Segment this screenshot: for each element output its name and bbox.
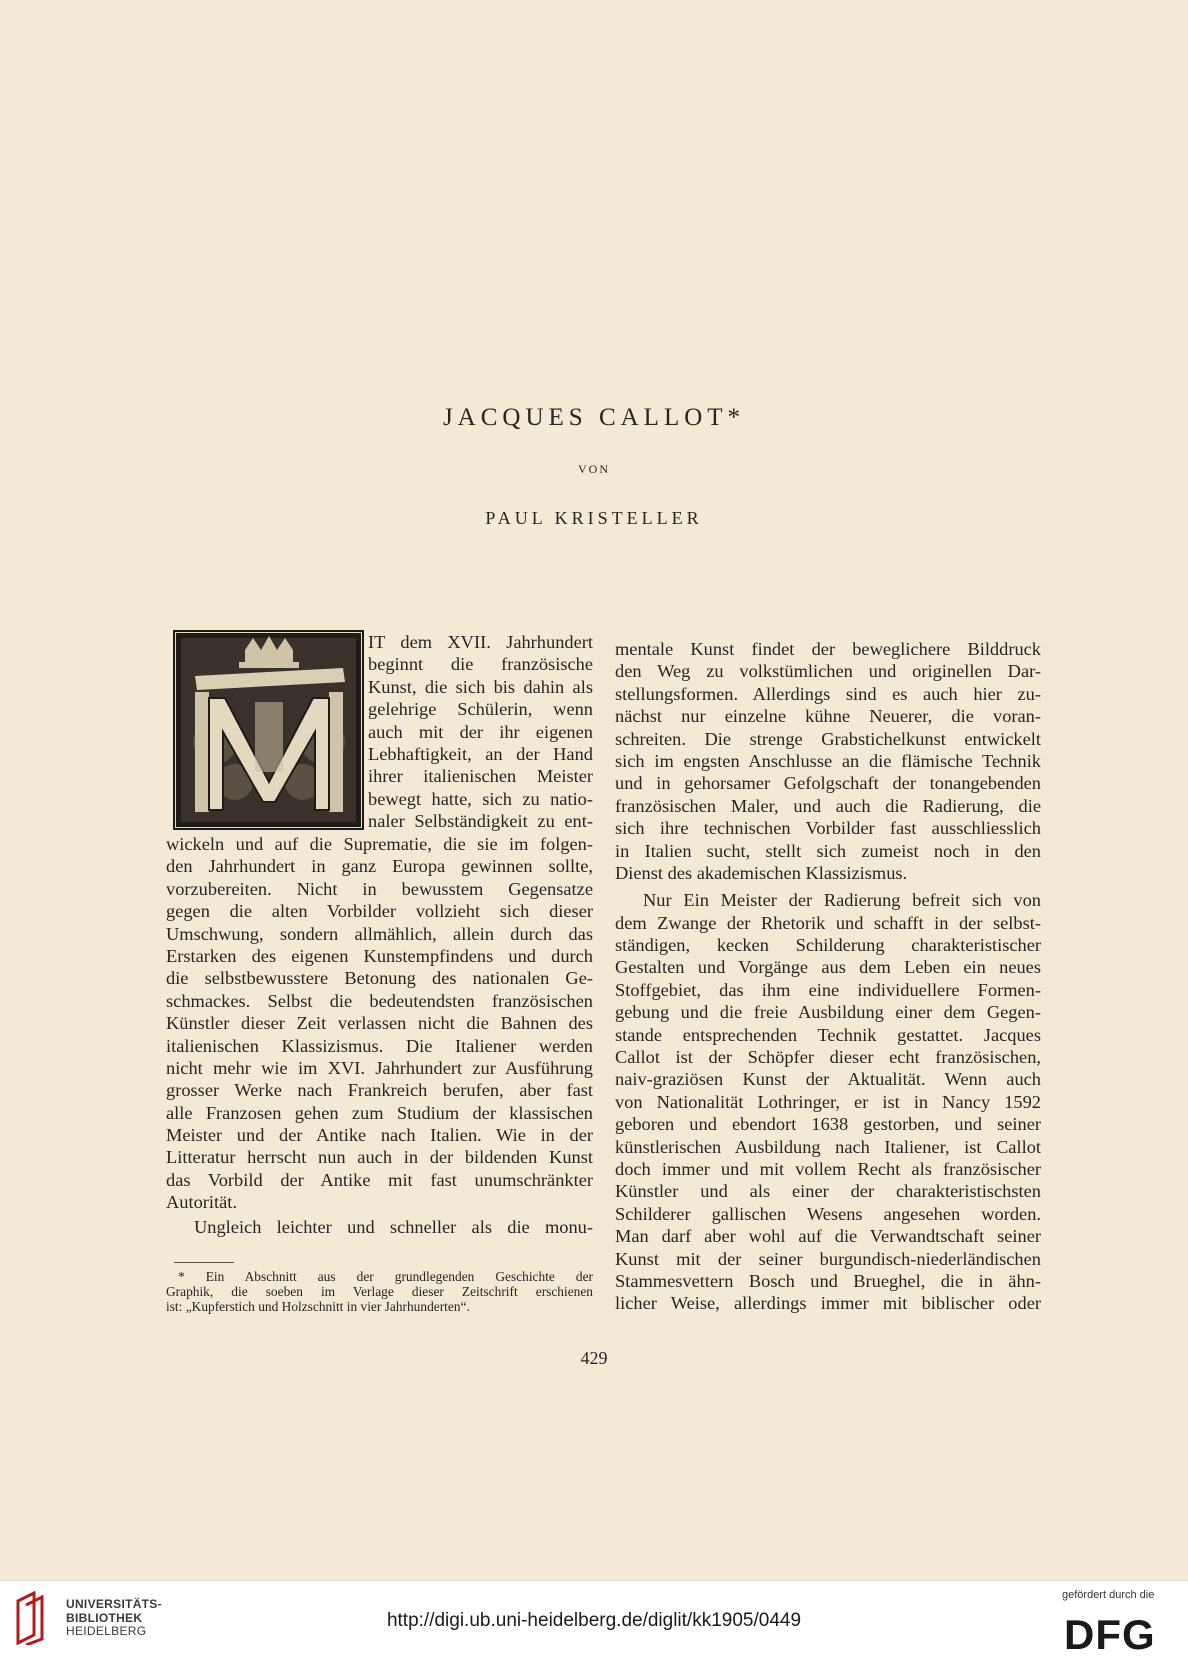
text-line: nächst nur einzelne kühne Neuerer, die voran-	[615, 706, 1041, 727]
text-line: dem Zwange der Rhetorik und schafft in der selbst-	[615, 912, 1041, 933]
left-column-body	[166, 833, 593, 1238]
text-line: auch mit der ihr eigenen	[368, 721, 593, 742]
lead-paragraph-beside-initial	[368, 631, 593, 833]
footnote-rule	[174, 1262, 234, 1263]
text-line: Lebhaftigkeit, an der Hand	[368, 743, 593, 764]
text-line: Litteratur herrscht nun auch in der bildenden Kunst	[166, 1147, 593, 1168]
text-line: gelehrige Schülerin, wenn	[368, 699, 593, 720]
footnote-line: Graphik, die soeben im Verlage dieser Zeitschrift erschienen	[166, 1283, 593, 1299]
text-line: Gestalten und Vorgänge aus dem Leben ein neues	[615, 957, 1041, 978]
text-line: gebung und die freie Ausbildung einer dem Gegen-	[615, 1002, 1041, 1023]
text-line: Autorität.	[166, 1192, 237, 1213]
text-line: naler Selbständigkeit zu ent-	[368, 811, 593, 832]
text-line: stellungsformen. Allerdings sind es auch hier zu-	[615, 683, 1041, 704]
text-line: Umschwung, sondern allmählich, allein durch das	[166, 923, 593, 944]
text-line: Man darf aber wohl auf die Verwandtschaft seiner	[615, 1226, 1041, 1247]
text-line: von Nationalität Lothringer, er ist in Nancy 1592	[615, 1091, 1041, 1112]
text-line: IT dem XVII. Jahrhundert	[368, 632, 593, 652]
text-line: sich ihre technischen Vorbilder fast ausschliesslich	[615, 818, 1041, 839]
text-line: Erstarken des eigenen Kunstempfindens und durch	[166, 945, 593, 966]
dfg-logo[interactable]: DFG	[1064, 1611, 1156, 1658]
page-number: 429	[580, 1348, 608, 1368]
byline-prefix: VON	[578, 462, 610, 476]
text-line: vorzubereiten. Nicht in bewusstem Gegensatze	[166, 878, 593, 899]
text-line: die selbstbewusstere Betonung des nationalen Ge-	[166, 968, 593, 989]
text-line: Künstler dieser Zeit verlassen nicht die Bahnen des	[166, 1013, 593, 1034]
text-line: sich im engsten Anschlusse an die flämische Technik	[615, 750, 1041, 771]
text-line: mentale Kunst findet der beweglichere Bilddruck	[615, 639, 1041, 659]
text-line: in Italien sucht, stellt sich zumeist noch in den	[615, 840, 1041, 861]
ornamental-initial-m-icon	[173, 630, 364, 830]
text-line: ständigen, kecken Schilderung charakteristischer	[615, 935, 1041, 956]
text-line: geboren und ebendort 1638 gestorben, und seiner	[615, 1114, 1041, 1135]
footnote	[166, 1270, 593, 1314]
text-line: und in gehorsamer Gefolgschaft der tonangebenden	[615, 773, 1041, 794]
text-line: beginnt die französische	[368, 654, 593, 675]
text-line: Schilderer gallischen Wesens angesehen worden.	[615, 1203, 1041, 1224]
article-title: JACQUES CALLOT*	[442, 404, 746, 431]
text-line: den Weg zu volkstümlichen und originellen Dar-	[615, 661, 1041, 682]
text-line: wickeln und auf die Suprematie, die sie im folgen-	[166, 834, 593, 854]
text-line: Kunst mit der seiner burgundisch-niederländischen	[615, 1248, 1041, 1269]
footnote-line: * Ein Abschnitt aus der grundlegenden Geschichte der	[178, 1269, 593, 1284]
text-line: schreiten. Die strenge Grabstichelkunst entwickelt	[615, 728, 1041, 749]
text-line: nicht mehr wie im XVI. Jahrhundert zur Ausführung	[166, 1057, 593, 1078]
text-line: Kunst, die sich bis dahin als	[368, 676, 593, 697]
text-line: italienischen Klassizismus. Die Italiener werden	[166, 1035, 593, 1056]
text-line: Dienst des akademischen Klassizismus.	[615, 862, 908, 883]
text-line: naiv-graziösen Kunst der Aktualität. Wenn auch	[615, 1069, 1041, 1090]
text-line: Stammesvettern Bosch und Brueghel, die in ähn-	[615, 1270, 1041, 1291]
text-line: den Jahrhundert in ganz Europa gewinnen sollte,	[166, 856, 593, 877]
text-line: französischen Maler, und auch die Radierung, die	[615, 795, 1041, 816]
funded-by-label: gefördert durch die	[1062, 1589, 1155, 1601]
text-line: ihrer italienischen Meister	[368, 766, 593, 787]
text-line: das Vorbild der Antike mit fast unumschränkter	[166, 1169, 593, 1190]
text-line: Stoffgebiet, das ihm eine individuellere Formen-	[615, 979, 1041, 1000]
text-line: Callot ist der Schöpfer dieser echt französischen,	[615, 1047, 1041, 1068]
text-line: Meister und der Antike nach Italien. Wie in der	[166, 1125, 593, 1146]
text-line: Künstler und als einer der charakteristischsten	[615, 1181, 1041, 1202]
permalink-url[interactable]: http://digi.ub.uni-heidelberg.de/diglit/kk1905/0449	[386, 1610, 802, 1631]
right-column-body	[615, 638, 1041, 1315]
text-line: stande entsprechenden Technik gestattet. Jacques	[615, 1024, 1041, 1045]
text-line: künstlerischen Ausbildung nach Italiener, ist Callot	[615, 1136, 1041, 1157]
library-line: HEIDELBERG	[66, 1624, 147, 1638]
text-line: doch immer und mit vollem Recht als französischer	[615, 1158, 1041, 1179]
text-line: bewegt hatte, sich zu natio-	[368, 788, 593, 809]
paragraph-start-line: Ungleich leichter und schneller als die monu-	[194, 1216, 593, 1237]
text-line: grosser Werke nach Frankreich berufen, aber fast	[166, 1080, 593, 1101]
text-line: alle Franzosen gehen zum Studium der klassischen	[166, 1102, 593, 1123]
library-line: BIBLIOTHEK	[66, 1610, 143, 1625]
library-line: UNIVERSITÄTS-	[66, 1597, 162, 1611]
footnote-line: ist: „Kupferstich und Holzschnitt in vier Jahrhunderten“.	[166, 1298, 470, 1314]
text-line: schmackes. Selbst die bedeutendsten französischen	[166, 990, 593, 1011]
text-line: gegen die alten Vorbilder vollzieht sich dieser	[166, 901, 593, 922]
paragraph-start-line: Nur Ein Meister der Radierung befreit sich von	[643, 890, 1041, 911]
author-name: PAUL KRISTELLER	[485, 508, 703, 528]
text-line: licher Weise, allerdings immer mit biblischer oder	[615, 1293, 1041, 1314]
